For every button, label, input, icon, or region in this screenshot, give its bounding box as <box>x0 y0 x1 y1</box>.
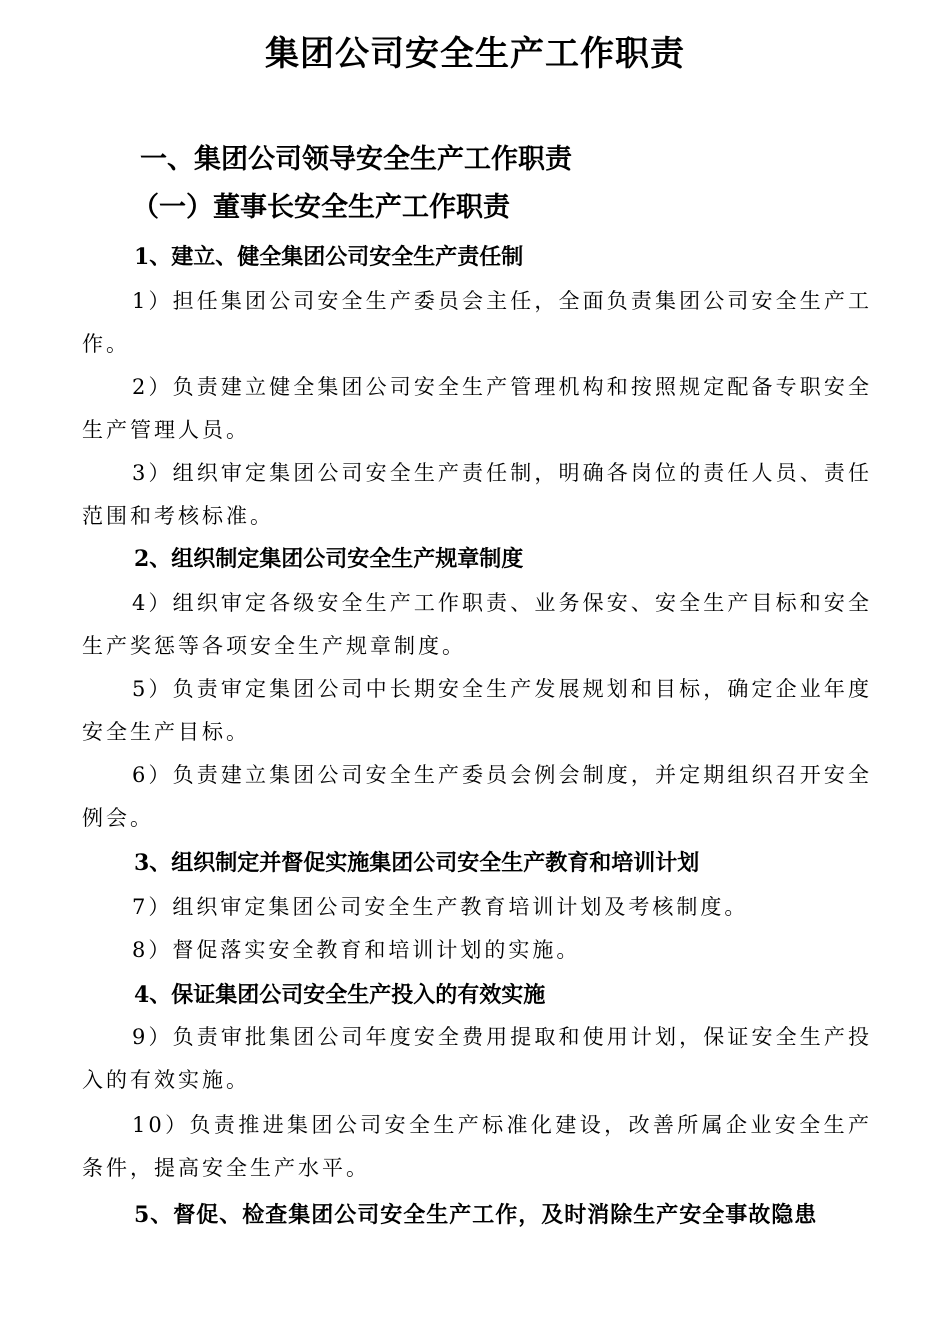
item-heading: 3、组织制定并督促实施集团公司安全生产教育和培训计划 <box>134 850 700 876</box>
section-heading: 一、集团公司领导安全生产工作职责 <box>140 144 572 175</box>
paragraph: 3）组织审定集团公司安全生产责任制，明确各岗位的责任人员、责任范围和考核标准。 <box>82 461 872 528</box>
paragraph: 8）督促落实安全教育和培训计划的实施。 <box>132 938 581 962</box>
paragraph: 10）负责推进集团公司安全生产标准化建设，改善所属企业安全生产条件，提高安全生产水平。 <box>82 1113 872 1180</box>
item-heading: 5、督促、检查集团公司安全生产工作，及时消除生产安全事故隐患 <box>134 1202 818 1228</box>
document-title: 集团公司安全生产工作职责 <box>265 34 685 74</box>
paragraph: 5）负责审定集团公司中长期安全生产发展规划和目标，确定企业年度安全生产目标。 <box>82 677 872 744</box>
item-heading: 1、建立、健全集团公司安全生产责任制 <box>134 244 524 270</box>
paragraph: 9）负责审批集团公司年度安全费用提取和使用计划，保证安全生产投入的有效实施。 <box>82 1025 872 1092</box>
paragraph: 7）组织审定集团公司安全生产教育培训计划及考核制度。 <box>132 895 749 919</box>
paragraph: 6）负责建立集团公司安全生产委员会例会制度，并定期组织召开安全例会。 <box>82 763 872 830</box>
paragraph: 2）负责建立健全集团公司安全生产管理机构和按照规定配备专职安全生产管理人员。 <box>82 375 872 442</box>
item-heading: 2、组织制定集团公司安全生产规章制度 <box>134 546 524 572</box>
item-heading: 4、保证集团公司安全生产投入的有效实施 <box>134 982 546 1008</box>
subsection-heading: （一）董事长安全生产工作职责 <box>132 192 510 223</box>
paragraph: 4）组织审定各级安全生产工作职责、业务保安、安全生产目标和安全生产奖惩等各项安全生产规章制度。 <box>82 591 872 658</box>
paragraph: 1）担任集团公司安全生产委员会主任，全面负责集团公司安全生产工作。 <box>82 289 872 356</box>
